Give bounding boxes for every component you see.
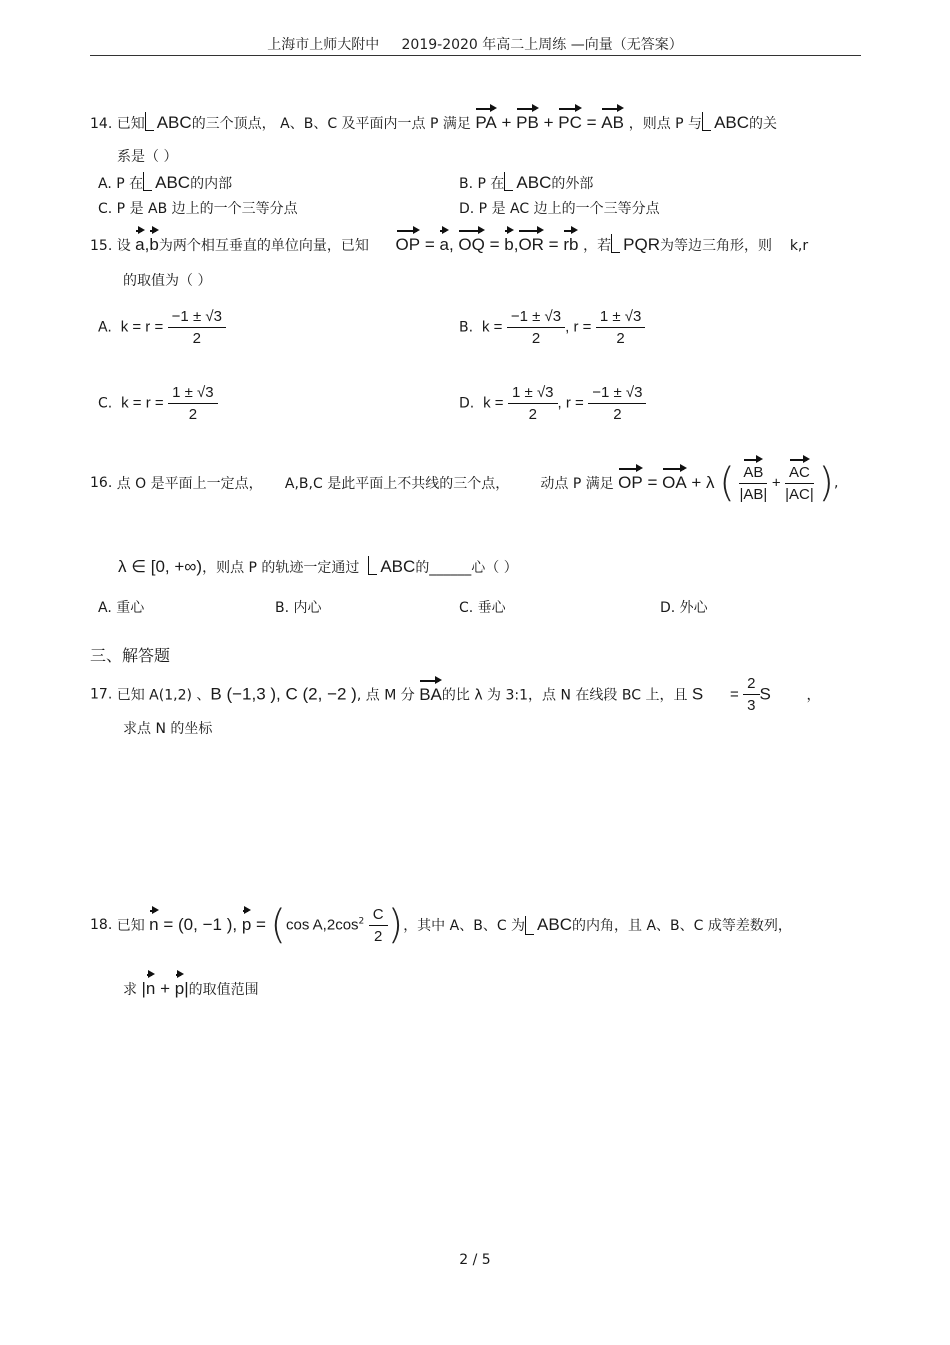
q15-option-c[interactable]: C. k = r = $\frac{1 \pm √3}{2}$ bbox=[98, 384, 218, 423]
q16-option-a[interactable]: A. 重心 bbox=[98, 600, 145, 616]
q16-option-d[interactable]: D. 外心 bbox=[660, 600, 708, 616]
q14-option-c[interactable]: C. P 是 AB 边上的一个三等分点 bbox=[98, 201, 298, 217]
page-header bbox=[0, 34, 950, 54]
header-rule bbox=[90, 55, 861, 56]
header-subtitle: 2019-2020 年高二上周练 —向量（无答案） bbox=[401, 37, 683, 53]
vector-b: b bbox=[149, 235, 159, 254]
question-15-line1: 15. 设 a,b为两个相互垂直的单位向量，已知 OP = a, OQ = b,OR = rb ，若 PQR为等边三角形，则 k,r bbox=[90, 235, 809, 254]
question-16-line1: 16. 点 O 是平面上一定点， A,B,C 是此平面上不共线的三个点， 动点 P 满足 OP = OA + λ ( $\frac{AB}{|AB|}$ + $\frac{AC}{|AC|}$ ), bbox=[90, 460, 839, 506]
vector-definitions: OP = a, OQ = b,OR = rb bbox=[395, 235, 579, 254]
q15-option-a[interactable]: A. k = r = $\frac{-1 \pm √3}{2}$ bbox=[98, 308, 226, 347]
vector-a: a bbox=[135, 235, 145, 254]
section-heading: 三、解答题 bbox=[90, 646, 171, 665]
vector-pa: PA bbox=[475, 113, 497, 132]
question-15-line2: 的取值为（ ） bbox=[123, 273, 212, 289]
q14-option-b[interactable]: B. P 在 ABC的外部 bbox=[459, 173, 594, 192]
q14-option-a[interactable]: A. P 在 ABC的内部 bbox=[98, 173, 233, 192]
question-18-line2: 求 |n + p|的取值范围 bbox=[123, 979, 259, 998]
q15-option-b[interactable]: B. k = $\frac{-1 \pm √3}{2}$ , r = $\frac{1 \pm √3}{2}$ bbox=[459, 308, 645, 347]
vector-equation: PA + PB + PC = AB bbox=[475, 113, 624, 132]
q14-option-d[interactable]: D. P 是 AC 边上的一个三等分点 bbox=[459, 201, 660, 217]
page-number: 2 / 5 bbox=[459, 1252, 491, 1268]
triangle-symbol bbox=[145, 112, 154, 131]
header-school: 上海市上师大附中 bbox=[267, 37, 380, 53]
q16-option-b[interactable]: B. 内心 bbox=[275, 600, 322, 616]
q16-option-c[interactable]: C. 垂心 bbox=[459, 600, 506, 616]
question-16-line2: λ ∈ [0, +∞)，则点 P 的轨迹一定通过 ABC的______心（ ） bbox=[118, 557, 518, 576]
vector-pb: PB bbox=[516, 113, 539, 132]
question-number: 14. bbox=[90, 116, 113, 132]
question-14-line2: 系是（ ） bbox=[117, 149, 178, 165]
question-17-line1: 17. 已知 A(1,2) 、B (−1,3 ), C (2, −2 ), 点 M 分 BA的比 λ 为 3:1，点 N 在线段 BC 上，且 S = $\frac{2}{3}$ S ， bbox=[90, 675, 821, 714]
q15-option-d[interactable]: D. k = $\frac{1 \pm √3}{2}$ , r = $\frac{-1 \pm √3}{2}$ bbox=[459, 384, 646, 423]
vector-pc: PC bbox=[558, 113, 582, 132]
vector-n: n bbox=[145, 979, 156, 998]
vector-p: p bbox=[174, 979, 185, 998]
question-14-line1: 14. 已知 ABC的三个顶点， A、B、C 及平面内一点 P 满足 PA + PB + PC = AB ，则点 P 与 ABC的关 bbox=[90, 113, 778, 132]
question-17-line2: 求点 N 的坐标 bbox=[123, 721, 213, 737]
vector-ab: AB bbox=[601, 113, 624, 132]
question-18-line1: 18. 已知 n = (0, −1 ), p = (cos $A,2\cos^2$ $\frac{C}{2}$ )，其中 A、B、C 为 ABC的内角，且 A、B、C 成等差数列， bbox=[90, 902, 792, 948]
